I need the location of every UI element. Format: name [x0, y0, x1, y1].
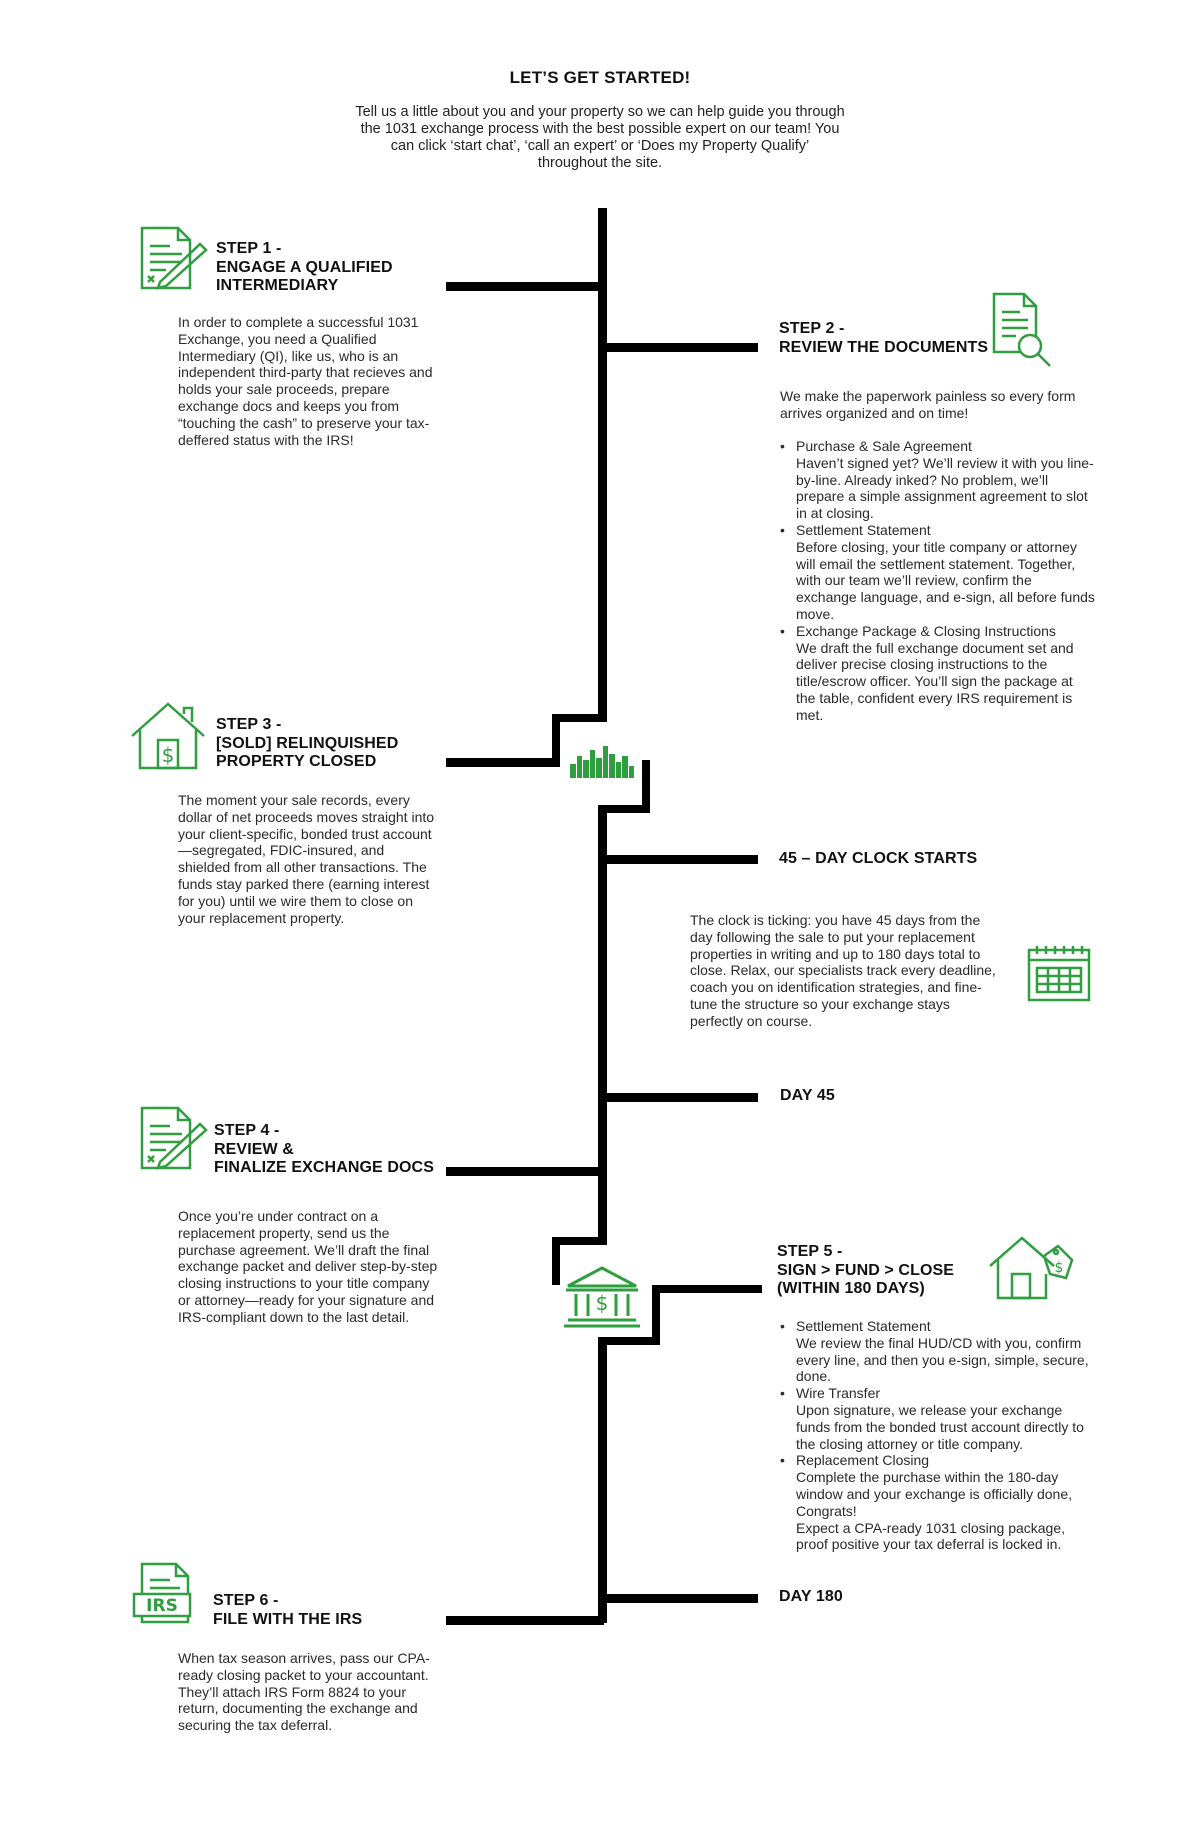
house-dollar-icon: [128, 700, 208, 772]
branch-day180: [602, 1594, 758, 1603]
step6-title-line1: STEP 6 -: [213, 1592, 279, 1609]
step5-title-line3: (WITHIN 180 DAYS): [777, 1280, 925, 1297]
step5-title-line2: SIGN > FUND > CLOSE: [777, 1261, 955, 1279]
step4-title-line1: STEP 4 -: [214, 1122, 280, 1139]
step5-title-line1: STEP 5 -: [777, 1243, 843, 1260]
step3-title-line2: [SOLD] RELINQUISHED: [216, 734, 399, 752]
step2-item1-head: • Purchase & Sale Agreement: [796, 438, 972, 454]
list-item: [780, 1318, 1100, 1385]
step3-body: The moment your sale records, every dollar of net proceeds moves straight into your client-specific, bonded trust account—segregated, FDIC-insured, and shielded from all other transactions. The funds stay parked there (earning interest for you) until we wire them to close on your replacement property.: [178, 792, 435, 926]
step3-title: [216, 716, 398, 772]
irs-form-icon: [132, 1560, 198, 1626]
svg-text:$: $: [1054, 1260, 1064, 1276]
branch-step4: [446, 1167, 604, 1176]
list-item: [780, 438, 1095, 522]
step4-body: Once you’re under contract on a replacement property, send us the purchase agreement. We’ll draft the final exchange packet and deliver step-by-step closing instructions to your title company or attorney—ready for your signature and IRS-compliant down to the last detail.: [178, 1208, 438, 1325]
step1-title-line2: ENGAGE A QUALIFIED: [216, 258, 393, 276]
list-item: [780, 1385, 1100, 1452]
intro-text: Tell us a little about you and your property so we can help guide you through the 1031 exchange process with the best possible expert on our team! You can click ‘start chat’, ‘call an expert’ or ‘Does my Property Qualify’ throughout the site.: [355, 104, 845, 171]
timeline-jog2-right-up: [652, 1285, 660, 1345]
timeline-jog-left: [552, 714, 607, 722]
step5-item2-body: Upon signature, we release your exchange funds from the bonded trust account directly to the closing attorney or title company.: [796, 1401, 1084, 1452]
day180-label: DAY 180: [779, 1588, 843, 1605]
step2-item3-head: • Exchange Package & Closing Instructions: [796, 622, 1056, 639]
step2-item2-head: • Settlement Statement: [796, 521, 931, 538]
step5-outro: Expect a CPA-ready 1031 closing package, proof positive your tax deferral is locked in.: [796, 1519, 1066, 1553]
page-title: LET’S GET STARTED!: [509, 68, 691, 87]
svg-text:$: $: [595, 1291, 609, 1315]
city-skyline-icon: [568, 742, 636, 780]
svg-text:$: $: [161, 743, 175, 767]
irs-icon-text: IRS: [146, 1596, 178, 1616]
step4-title: [214, 1122, 434, 1178]
step3-title-line1: STEP 3 -: [216, 716, 282, 733]
timeline-jog2-left: [552, 1237, 607, 1245]
step4-title-line3: FINALIZE EXCHANGE DOCS: [214, 1159, 434, 1176]
step5-item3-head: • Replacement Closing: [796, 1452, 930, 1469]
branch-step6: [446, 1616, 604, 1625]
clock-title: 45 – DAY CLOCK STARTS: [779, 850, 978, 867]
timeline-jog2-right: [652, 1285, 762, 1293]
step3-title-line3: PROPERTY CLOSED: [216, 753, 377, 770]
step2-item2-body: Before closing, your title company or attorney will email the settlement statement. Together, with our team we’ll review, confirm the exchange language, and e-sign, all before funds move.: [796, 538, 1095, 622]
step5-title: [777, 1243, 954, 1299]
branch-clock: [602, 855, 758, 864]
timeline-jog2-bottom: [598, 1337, 660, 1345]
step5-item3-body: Complete the purchase within the 180-day window and your exchange is officially done, Congrats!: [796, 1469, 1073, 1519]
step5-item1-body: We review the final HUD/CD with you, confirm every line, and then you e-sign, simple, secure, done.: [796, 1334, 1089, 1385]
step2-title-line1: STEP 2 -: [779, 320, 845, 337]
house-price-tag-icon: [986, 1234, 1076, 1302]
step6-title: [213, 1592, 362, 1629]
calendar-icon: [1026, 944, 1092, 1004]
document-signature-icon: [138, 224, 208, 292]
bank-dollar-icon: [562, 1264, 642, 1330]
step2-intro: We make the paperwork painless so every form arrives organized and on time!: [780, 388, 1076, 421]
step2-title: [779, 320, 988, 357]
step5-list: [780, 1318, 1100, 1553]
day45-label: DAY 45: [780, 1087, 835, 1104]
list-item: [780, 1452, 1100, 1553]
document-search-icon: [990, 290, 1054, 368]
step2-item1-body: Haven’t signed yet? We’ll review it with you line-by-line. Already inked? No problem, we’ll prepare a simple assignment agreement to slot in at closing.: [796, 454, 1094, 522]
step1-title: [216, 240, 393, 296]
step2-title-line2: REVIEW THE DOCUMENTS: [779, 338, 989, 356]
timeline-trunk-3: [598, 1337, 607, 1623]
step1-body: In order to complete a successful 1031 Exchange, you need a Qualified Intermediary (QI), like us, who is an independent third-party that recieves and holds your sale proceeds, prepare exchange docs and keeps you from “touching the cash” to preserve your tax-deffered status with the IRS!: [178, 314, 433, 448]
step2-item3-body: We draft the full exchange document set and deliver precise closing instructions to the title/escrow officer. You’ll sign the package at the table, confident every IRS requirement is met.: [796, 639, 1074, 723]
list-item: [780, 623, 1095, 724]
document-signature-icon: [138, 1104, 208, 1172]
step5-item2-head: • Wire Transfer: [796, 1385, 881, 1402]
branch-step3: [446, 758, 560, 767]
list-item: [780, 522, 1095, 623]
step6-title-line2: FILE WITH THE IRS: [213, 1610, 363, 1628]
branch-step1: [446, 282, 604, 291]
step1-title-line1: STEP 1 -: [216, 240, 282, 257]
step1-title-line3: INTERMEDIARY: [216, 277, 339, 294]
clock-body: The clock is ticking: you have 45 days from the day following the sale to put your replacement properties in writing and up to 180 days total to close. Relax, our specialists track every deadline, coach you on identification strategies, and fine-tune the structure so your exchange stays perfectly on course.: [690, 912, 996, 1029]
step5-item1-head: • Settlement Statement: [796, 1318, 931, 1334]
step4-title-line2: REVIEW &: [214, 1140, 294, 1158]
step6-body: When tax season arrives, pass our CPA-ready closing packet to your accountant. They’ll attach IRS Form 8824 to your return, documenting the exchange and securing the tax deferral.: [178, 1650, 430, 1734]
timeline-jog2-left-down: [552, 1237, 560, 1285]
branch-day45: [602, 1093, 758, 1102]
step2-list: [780, 438, 1095, 724]
branch-step2: [602, 343, 758, 352]
